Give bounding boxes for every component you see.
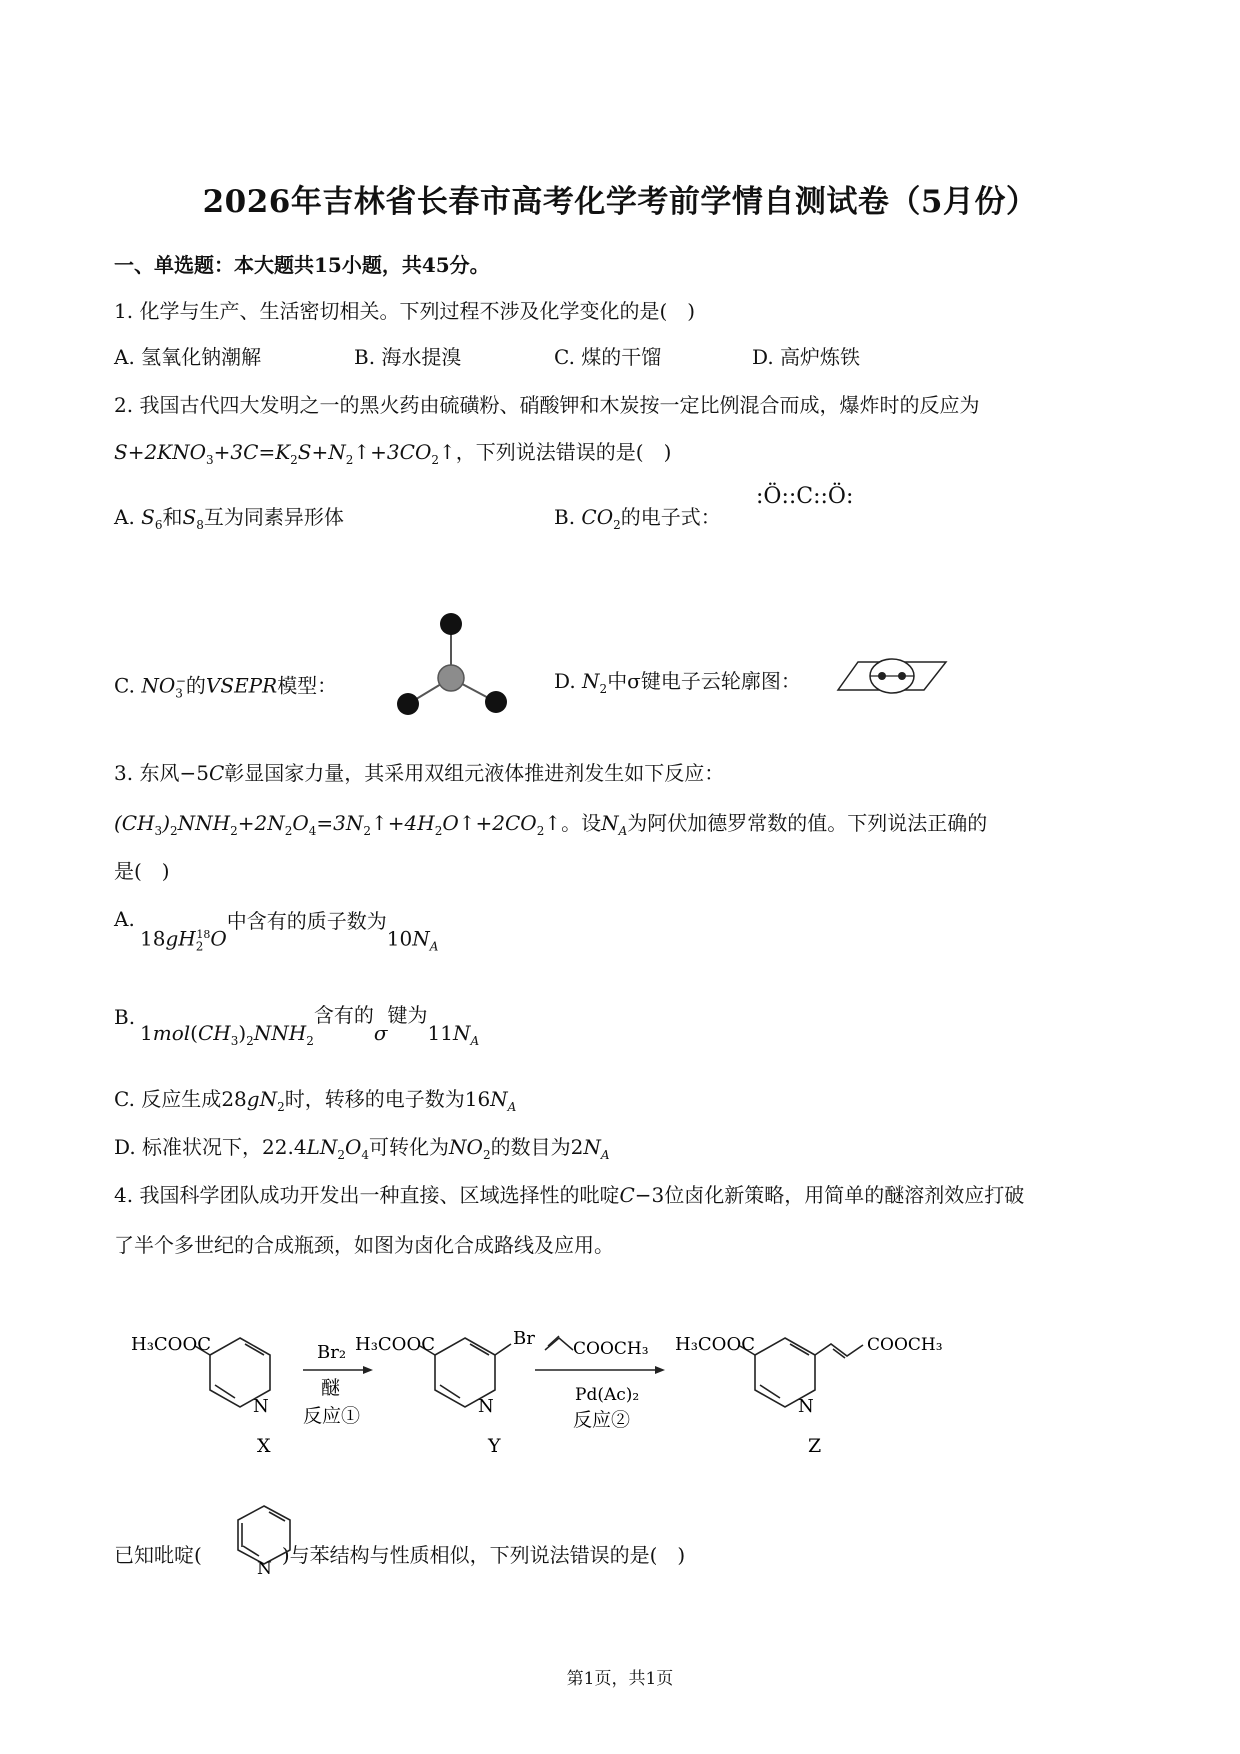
q3-option-c: C. 反应生成$28gN_2$时，转移的电子数为$16N_A$ (114, 1087, 517, 1114)
acrylate-ester-label: COOCH₃ (573, 1339, 649, 1359)
q2-option-d: D. $N_2$中σ键电子云轮廓图： (554, 669, 801, 696)
methyl-acrylate-structure (545, 1336, 573, 1350)
compound-y-label: Y (488, 1435, 501, 1457)
x-ester-label: H₃COOC (131, 1334, 211, 1355)
z-ester-label: H₃COOC (675, 1334, 755, 1355)
q2-equation: $S+2KNO_3+3C=K_2S+N_2↑+3CO_2↑$ (114, 440, 456, 467)
section-heading: 一、单选题：本大题共15小题，共45分。 (114, 253, 490, 277)
reaction-1-solvent: 醚 (321, 1377, 341, 1399)
q2-option-c: C. $NO_3^-$的VSEPR模型： (114, 673, 338, 701)
q4-stem-line2: 了半个多世纪的合成瓶颈，如图为卤化合成路线及应用。 (114, 1233, 614, 1257)
y-bromo-label: Br (513, 1328, 535, 1349)
q3-option-a: $18gH_2^{18}O$中含有的质子数为$10N_A$ (140, 908, 439, 954)
q3-stem-line1: 3. 东风−5C彰显国家力量，其采用双组元液体推进剂发生如下反应： (114, 761, 725, 785)
q3-option-a-label: A. (114, 907, 135, 931)
no3-vsepr-model-diagram (388, 610, 518, 718)
y-nitrogen-label: N (478, 1396, 494, 1417)
reaction-1-reagent: Br₂ (317, 1342, 347, 1363)
q4-known-pyridine: 已知吡啶( )与苯结构与性质相似，下列说法错误的是( ) (114, 1543, 686, 1567)
compound-z-label: Z (808, 1435, 822, 1457)
n2-sigma-bond-diagram (836, 650, 948, 700)
pyridine-nitrogen-label: N (257, 1559, 272, 1578)
q2-stem-line2: $S+2KNO_3+3C=K_2S+N_2↑+3CO_2↑$，下列说法错误的是( ) (114, 440, 672, 467)
q1-option-d: D. 高炉炼铁 (752, 345, 861, 369)
q2-option-b: B. $CO_2$的电子式： (554, 505, 721, 532)
reaction-2-name: 反应② (573, 1409, 631, 1431)
halogenation-synthesis-scheme (125, 1310, 1055, 1460)
z-nitrogen-label: N (798, 1396, 814, 1417)
q3-stem-line2: $(CH_3)_2NNH_2+2N_2O_4=3N_2↑+4H_2O↑+2CO_2↑$。设$N_A$为阿伏加德罗常数的值。下列说法正确的 (114, 811, 988, 838)
pyridine-structure (220, 1500, 310, 1578)
q1-option-a: A. 氢氧化钠潮解 (114, 345, 262, 369)
q4-stem-line1: 4. 我国科学团队成功开发出一种直接、区域选择性的吡啶C−3位卤化新策略，用简单的醚溶剂效应打破 (114, 1183, 1025, 1207)
compound-x-label: X (257, 1435, 271, 1457)
q3-stem-line3: 是( ) (114, 859, 170, 883)
exam-title: 2026年吉林省长春市高考化学考前学情自测试卷（5月份） (202, 184, 1038, 220)
page-footer: 第1页，共1页 (566, 1669, 674, 1689)
y-ester-label: H₃COOC (355, 1334, 435, 1355)
q1-option-c: C. 煤的干馏 (554, 345, 662, 369)
x-nitrogen-label: N (253, 1396, 269, 1417)
q3-equation: $(CH_3)_2NNH_2+2N_2O_4=3N_2↑+4H_2O↑+2CO_2↑$ (114, 811, 562, 838)
q3-option-b: $1mol(CH_3)_2NNH_2$含有的σ键为$11N_A$ (140, 1003, 480, 1048)
q3-option-b-label: B. (114, 1005, 136, 1029)
reaction-2-catalyst: Pd(Ac)₂ (575, 1385, 640, 1405)
q1-option-b: B. 海水提溴 (354, 345, 462, 369)
co2-lewis-structure: :Ö::C::Ö: (756, 484, 854, 509)
z-ester-right-label: COOCH₃ (867, 1335, 943, 1355)
q1-stem: 1. 化学与生产、生活密切相关。下列过程不涉及化学变化的是( ) (114, 299, 696, 323)
q2-stem-line1: 2. 我国古代四大发明之一的黑火药由硫磺粉、硝酸钾和木炭按一定比例混合而成，爆炸时的反应为 (114, 393, 980, 417)
q2-option-a: A. $S_6$和$S_8$互为同素异形体 (114, 505, 344, 532)
reaction-1-name: 反应① (303, 1405, 361, 1427)
q3-option-d: D. 标准状况下，$22.4LN_2O_4$可转化为$NO_2$的数目为$2N_A$ (114, 1135, 610, 1162)
